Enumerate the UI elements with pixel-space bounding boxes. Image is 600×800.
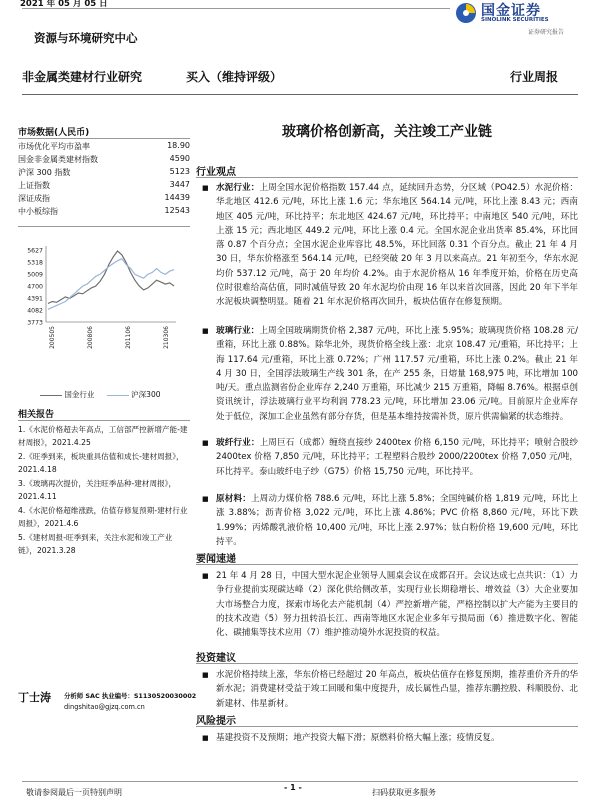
paragraph-news: 21 年 4 月 28 日，中国大型水泥企业领导人圆桌会议在成都召开。会议达成七点共识：（1）力争行业提前实现碳达峰（2）深化供给侧改革，实现行业长期稳增长、增效益（3）大企业要加大市场整合力度，探索市场化去产能机制（4）严控新增产能，严格控制以扩大产能为主要目的的技术改造（5）努力扭转沿长江、西南等地区水泥企业多年亏损局面（6）推进数字化、智能化、碳捕集等技术应用（7）维护推动境外水泥投资的权益。 [216,571,578,639]
market-row: 沪深 300 指数 5123 [18,167,190,177]
paragraph-advice: 水泥价格持续上涨，华东价格已经超过 20 年高点，板块估值存在修复预期，推荐重价齐升的华新水泥；消费建材受益于竣工回暖和集中度提升，成长属性凸显，推荐东鹏控股、科顺股份、北新建材、伟星新材。 [216,670,578,709]
chart-legend [40,389,161,400]
paragraph-risk: 基建投资不及预期；地产投资大幅下滑；原燃料价格大幅上涨；疫情反复。 [216,733,500,743]
sinolink-logo-icon [455,2,477,24]
paragraph-cement: 水泥行业：上周全国水泥价格指数 157.44 点，延续回升态势，分区域（PO42.5）水泥价格：华北地区 412.6 元/吨，环比上涨 1.6 元；华东地区 564.14 元/吨，环比上涨 8.43 元；西南地区 405 元/吨，环比持平；东北地区 424.67 元/吨，环比持平；中南地区 540 元/吨，环比上涨 15 元；西北地区 449.2 元/吨，环比上涨 0.4 元。全国水泥企业出货率 85.4%，环比回落 0.87 个百分点；全国水泥企业库容比 48.5%，环比回落 0.31 个百分点。截止 21 年 4 月 30 日，华东价格涨至 564.14 元/吨，已经突破 20 年 3 月以来高点。21 年初至今，华东水泥均价 537.12 元/吨，高于 20 年均价 4.2%。由于水泥价格从 16 年季度开始，价格在历史高位时很难给高估值，同时减值导致 20 年水泥均价由现 16 年以来首次回落，因此 20 年下半年水泥板块调整明显。随着 21 年水泥价格再次回升，板块估值存在修复预期。 [216,183,578,308]
report-type: 行业周报 [510,70,559,84]
chart-x-tick-label: 200806 [87,326,94,349]
report-date: 2021 年 05 月 05 日 [20,0,108,9]
bullet-icon: ■ [202,734,209,742]
paragraph-material: 原材料：上周动力煤价格 788.6 元/吨，环比上涨 5.8%；全国纯碱价格 1,819 元/吨，环比上涨 3.88%；沥青价格 3,022 元/吨，环比上涨 4.86%；PVC 价格 8,860 元/吨，环比下跌 1.99%；丙烯酸乳液价格 10,400 元/吨，环比上涨 2.97%；钛白粉价格 19,600 元/吨，环比持平。 [216,494,578,547]
chart-x-tick-label: 200505 [49,326,56,349]
main-title: 玻璃价格创新高，关注竣工产业链 [282,124,492,140]
bullet-icon: ■ [202,572,209,580]
analyst-name: 丁士涛 [18,691,51,704]
section-advice: 投资建议 [196,653,236,664]
related-title-line [18,420,190,421]
market-row: 国金非金属类建材指数 4590 [18,154,190,164]
footer-page: - 1 - [284,783,302,792]
related-report[interactable]: 5.《建材周报-旺季到来，关注水泥和竣工产业链》，2021.3.28 [18,533,173,555]
footer-left: 敬请参阅最后一页特别声明 [26,788,122,797]
market-row: 市场优化平均市盈率 18.90 [18,141,190,151]
bullet-icon: ■ [202,671,209,679]
legend-swatch-hs300 [107,395,129,396]
chart-x-tick-label: 201106 [125,326,132,349]
chart-y-tick-label: 3773 [27,319,43,327]
logo-cn: 国金证券 [481,3,541,19]
chart-series-industry [48,251,174,304]
paragraph-fiber: 玻纤行业：上周巨石（成都）缠绕直接纱 2400tex 价格 6,150 元/吨，环比持平；喷射合股纱 2400tex 价格 7,850 元/吨，环比持平；工程塑料合股纱 2000/2200tex 价格 7,050 元/吨，环比持平。泰山玻纤电子纱（G75）价格 15,750 元/吨，环比持平。 [216,438,578,477]
legend-swatch-industry [40,395,62,396]
chart-top-line [18,226,190,227]
market-line-chart [18,236,190,376]
bullet-icon: ■ [202,184,209,192]
section-line [196,177,578,178]
market-row: 深证成指 14439 [18,193,190,203]
related-report[interactable]: 4.《水泥价格超维涨跌，估值存修复预期-建材行业周报》，2021.4.6 [18,506,188,528]
bullet-icon: ■ [202,495,209,503]
section-news: 要闻速递 [196,554,236,565]
related-report[interactable]: 3.《玻璃再次提价，关注旺季品种-建材周报》，2021.4.11 [18,479,177,501]
report-title: 非金属类建材行业研究 [22,70,143,84]
analyst-cert: 分析师 SAC 执业编号：S1130520030002 [64,692,197,700]
related-title: 相关报告 [18,410,55,420]
rating: 买入（维持评级） [186,70,283,84]
bullet-icon: ■ [202,327,209,335]
bullet-icon: ■ [202,439,209,447]
market-title-line [18,138,190,139]
section-line [196,564,578,565]
chart-y-tick-label: 5009 [27,271,43,279]
section-line [196,726,578,727]
paragraph-glass: 玻璃行业：上周全国玻璃期货价格 2,387 元/吨，环比上涨 5.95%；玻璃现货价格 108.28 元/重箱，环比上涨 0.88%。除华北外，现货价格全线上涨：北京 108.47 元/重箱，环比持平；上海 117.64 元/重箱，环比上涨 0.72%；广州 117.57 元/重箱，环比上涨 0.2%。截止 21 年 4 月 30 日，全国浮法玻璃生产线 301 条，在产 255 条，日熔量 168,975 吨，环比增加 100 吨/天。重点监测省份企业库存 2,240 万重箱，环比减少 215 万重箱，降幅 8.76%。根据卓创资讯统计，浮法玻璃行业平均利润 778.23 元/吨，环比增加 23.06 元/吨。目前原片企业库存处于低位，深加工企业虽然有部分存货，但是基本维持按需补货，原片供需偏紧的状态维持。 [216,326,578,422]
chart-y-tick-label: 4700 [27,283,43,291]
section-line [196,663,578,664]
related-report[interactable]: 2.《旺季到来，板块重具估值和成长-建材周报》，2021.4.18 [18,452,184,474]
chart-y-tick-label: 4391 [27,295,43,303]
legend-hs300: 沪深300 [131,390,161,399]
top-divider [22,8,450,9]
header-divider [22,94,578,95]
chart-y-tick-label: 5627 [27,247,43,255]
chart-series-hs300 [48,259,174,310]
chart-y-tick-label: 4082 [27,307,43,315]
footer-divider [22,781,578,782]
logo [455,0,585,30]
market-data-title: 市场数据(人民币) [18,128,90,138]
market-row: 上证指数 3447 [18,180,190,190]
market-row: 中小板综指 12543 [18,206,190,216]
related-report[interactable]: 1.《水泥价格超去年高点，工信部严控新增产能-建材周报》，2021.4.25 [18,425,188,447]
chart-y-tick-label: 5318 [27,259,43,267]
analyst-email[interactable]: dingshitao@gjzq.com.cn [64,703,145,711]
section-viewpoint: 行业观点 [196,167,236,178]
chart-x-tick-label: 210306 [163,326,170,349]
research-center: 资源与环境研究中心 [34,31,138,45]
footer-right[interactable]: 扫码获取更多服务 [372,788,436,797]
logo-subtitle: 证券研究报告 [528,29,565,36]
legend-industry: 国金行业 [64,390,95,399]
section-risk: 风险提示 [196,716,236,727]
logo-en: SINOLINK SECURITIES [481,17,549,23]
